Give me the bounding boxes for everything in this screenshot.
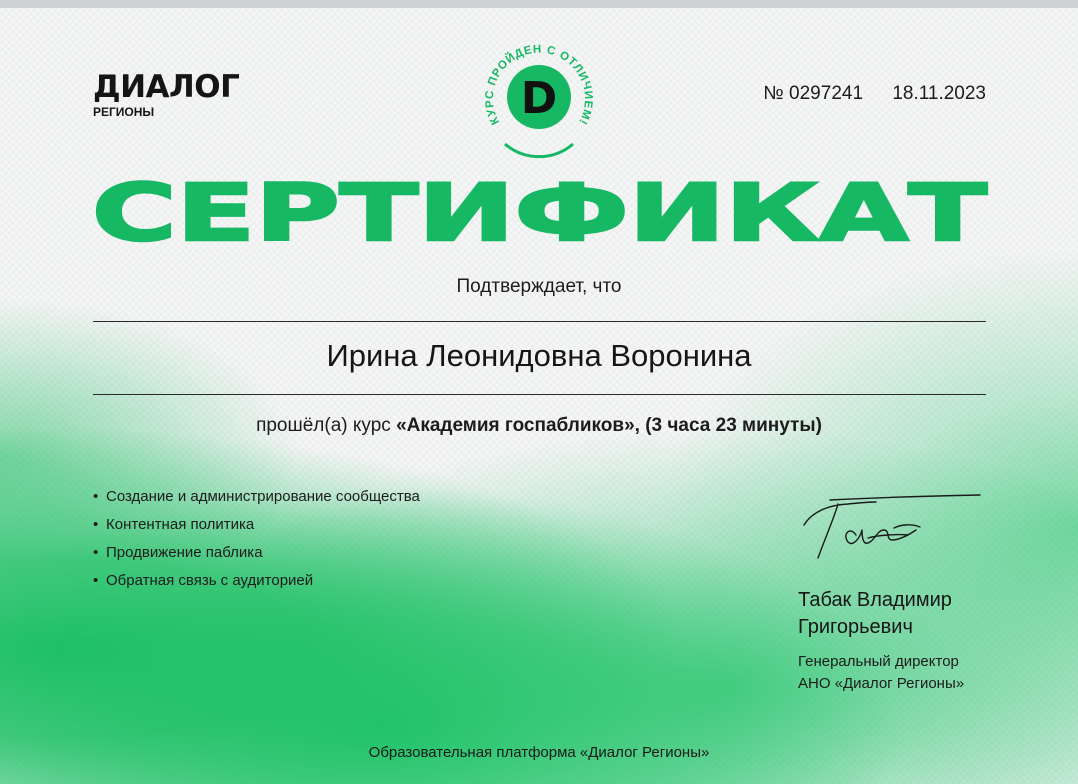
signer-role [798, 651, 1008, 695]
recipient-name: Ирина Леонидовна Воронина [326, 338, 752, 373]
footer-text: Образовательная платформа «Диалог Регионы» [368, 744, 710, 761]
dialog-regions-logo [93, 69, 240, 119]
signer-role-line2: АНО «Диалог Регионы» [798, 675, 965, 692]
course-name: «Академия госпабликов», (3 часа 23 минуты) [396, 415, 822, 436]
course-prefix: прошёл(а) курс [256, 415, 397, 436]
confirm-text: Подтверждает, что [456, 276, 622, 297]
list-item: • Контентная политика [93, 511, 420, 539]
name-top-rule [93, 321, 986, 322]
topic-list [93, 483, 420, 595]
certificate-date: 18.11.2023 [892, 83, 986, 104]
list-item: • Продвижение паблика [93, 539, 420, 567]
logo-subtitle: РЕГИОНЫ [93, 105, 155, 119]
list-item: • Обратная связь с аудиторией [93, 567, 420, 595]
signer-name [798, 587, 998, 641]
signer-name-line1: Табак Владимир [798, 589, 952, 611]
certificate-title [90, 170, 990, 250]
seal-letter: D [520, 73, 558, 124]
seal-ring-text: КУРС ПРОЙДЕН С ОТЛИЧИЕМ! [483, 43, 595, 127]
seal-arc-line [505, 144, 573, 157]
distinction-seal [475, 34, 603, 162]
title-text: СЕРТИФИКАТ [92, 170, 987, 250]
signer-role-line1: Генеральный директор [798, 653, 959, 670]
certificate-number: № 0297241 [763, 83, 864, 104]
logo-wordmark: ДИАЛОГ [93, 69, 240, 105]
signer-block [798, 587, 1008, 695]
course-line [0, 415, 1078, 437]
name-bottom-rule [93, 394, 986, 395]
certificate-meta [763, 83, 986, 105]
signer-name-line2: Григорьевич [798, 616, 913, 638]
top-bar [0, 0, 1078, 8]
handwritten-signature [798, 490, 983, 565]
list-item: • Создание и администрирование сообщества [93, 483, 420, 511]
